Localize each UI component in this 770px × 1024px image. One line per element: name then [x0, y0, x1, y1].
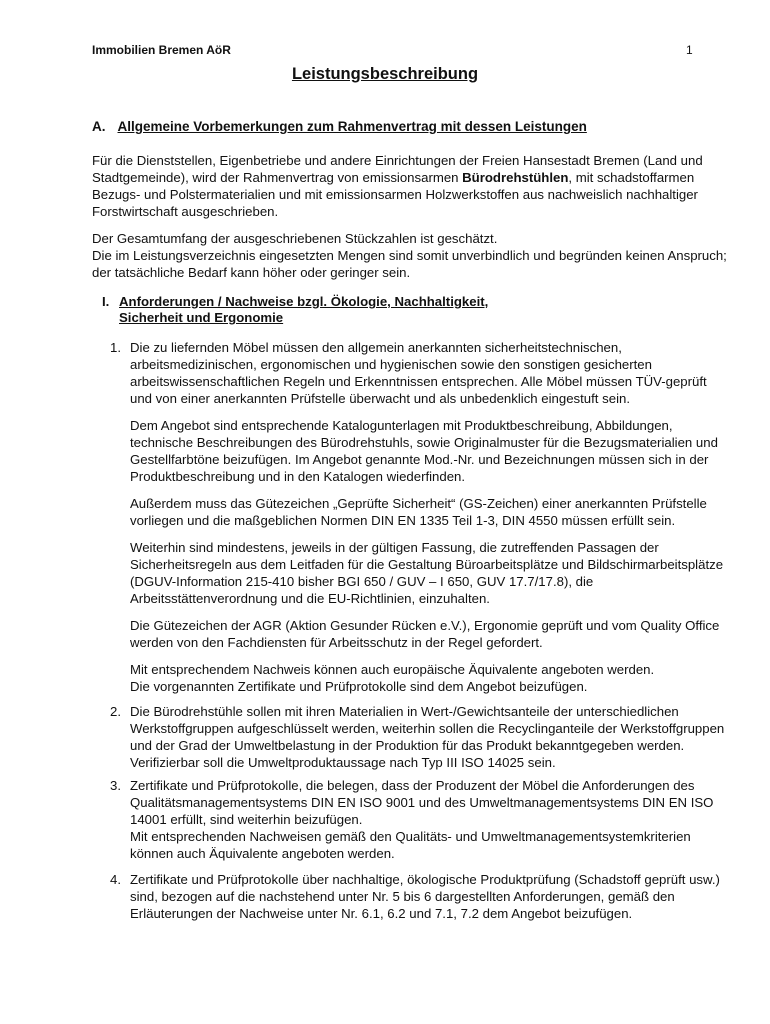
item-paragraph: Mit entsprechenden Nachweisen gemäß den Qualitäts- und Umweltmanagementsystemkriterien können auch Äquivalente angeboten werden. [130, 829, 691, 861]
item-paragraph: Die vorgenannten Zertifikate und Prüfprotokolle sind dem Angebot beizufügen. [130, 679, 588, 694]
section-i-title-line2: Sicherheit und Ergonomie [119, 310, 284, 325]
list-item-number: 4. [110, 872, 121, 887]
item-paragraph: Dem Angebot sind entsprechende Katalogunterlagen mit Produktbeschreibung, Abbildungen, technische Beschreibungen des Bürodrehstuhls, sowie Originalmuster für die Bezugsmaterialien und Gestellfarbtöne beizufügen. Im Angebot genannte Mod.-Nr. und Bezeichnungen müssen sich in der Produktbeschreibung und in den Katalogen wiederfinden. [130, 418, 718, 484]
item-paragraph: Zertifikate und Prüfprotokolle, die belegen, dass der Produzent der Möbel die Anforderungen des Qualitätsmanagementsystems DIN EN ISO 9001 und des Umweltmanagementsystems DIN EN ISO 14001 erfüllt, sind weiterhin beizufügen. [130, 778, 714, 827]
section-i-label: I. [102, 294, 110, 309]
item-paragraph: Die zu liefernden Möbel müssen den allgemein anerkannten sicherheitstechnischen, arbeitsmedizinischen, ergonomischen und hygienischen sowie den sonstigen gesicherten arbeitswissenschaftlichen Regeln und Erkenntnissen entsprechen. Alle Möbel müssen TÜV-geprüft und von einer anerkannten Prüfstelle überwacht und als unbedenklich eingestuft sein. [130, 340, 707, 406]
item-paragraph: Außerdem muss das Gütezeichen „Geprüfte Sicherheit“ (GS-Zeichen) einer anerkannten Prüfstelle vorliegen und die maßgeblichen Normen DIN EN 1335 Teil 1-3, DIN 4550 müssen erfüllt sein. [130, 496, 707, 528]
list-item [110, 871, 730, 932]
list-item [110, 339, 730, 705]
intro-text-1a: Für die Dienststellen, Eigenbetriebe und andere Einrichtungen der Freien Hansestadt Bremen (Land und Stadtgemeinde), wird der Rahmenvertrag von emissionsarmen [92, 153, 703, 185]
list-item-number: 1. [110, 340, 121, 355]
page-title: Leistungsbeschreibung [291, 65, 479, 83]
item-paragraph: Die Bürodrehstühle sollen mit ihren Materialien in Wert-/Gewichtsanteile der unterschiedlichen Werkstoffgruppen aufgeschlüsselt werden, weiterhin sollen die Recyclinganteile der Werkstoffgruppen und der Grad der Umweltbelastung in der Produktion für das Produkt bekanntgegeben werden. Verifizierbar soll die Umweltproduktaussage nach Typ III ISO 14025 sein. [130, 704, 725, 770]
list-item-number: 2. [110, 704, 121, 719]
section-a-title: Allgemeine Vorbemerkungen zum Rahmenvertrag mit dessen Leistungen [117, 119, 587, 134]
item-paragraph: Mit entsprechendem Nachweis können auch europäische Äquivalente angeboten werden. [130, 662, 655, 677]
item-paragraph: Weiterhin sind mindestens, jeweils in der gültigen Fassung, die zutreffenden Passagen der Sicherheitsregeln aus dem Leitfaden für die Gestaltung Büroarbeitsplätze und Bildschirmarbeitsplätze (DGUV-Information 215-410 bisher BGI 650 / GUV – I 650, GUV 17.7/17.8), die Arbeitsstättenverordnung und die EU-Richtlinien, einzuhalten. [130, 540, 724, 606]
section-a-heading [92, 119, 587, 134]
page-number: 1 [686, 43, 693, 57]
intro-text-2a: Der Gesamtumfang der ausgeschriebenen Stückzahlen ist geschätzt. [92, 231, 498, 246]
intro-paragraph-1 [92, 152, 732, 220]
item-paragraph: Zertifikate und Prüfprotokolle über nachhaltige, ökologische Produktprüfung (Schadstoff geprüft usw.) sind, bezogen auf die nachstehend unter Nr. 5 bis 6 dargestellten Anforderungen, gemäß den Erläuterungen der Nachweise unter Nr. 6.1, 6.2 und 7.1, 7.2 dem Angebot beizufügen. [130, 872, 720, 921]
intro-bold-term: Bürodrehstühlen [462, 170, 569, 185]
section-i-title [119, 294, 619, 326]
section-a-label: A. [92, 119, 106, 134]
intro-paragraph-2 [92, 230, 732, 281]
intro-text-1b: , mit schadstoffarmen Bezugs- und Polstermaterialien und mit emissionsarmen Holzwerkstoffen aus nachweislich nachhaltiger Forstwirtschaft ausgeschrieben. [92, 170, 698, 219]
header-organization: Immobilien Bremen AöR [92, 43, 231, 57]
intro-text-2b: Die im Leistungsverzeichnis eingesetzten Mengen sind somit unverbindlich und begründen keinen Anspruch; der tatsächliche Bedarf kann höher oder geringer sein. [92, 248, 727, 280]
section-i-title-line1: Anforderungen / Nachweise bzgl. Ökologie, Nachhaltigkeit, [119, 294, 489, 309]
list-item [110, 703, 730, 781]
list-item-number: 3. [110, 778, 121, 793]
item-paragraph: Die Gütezeichen der AGR (Aktion Gesunder Rücken e.V.), Ergonomie geprüft und vom Quality Office werden von den Fachdiensten für Arbeitsschutz in der Regel gefordert. [130, 618, 720, 650]
list-item [110, 777, 730, 872]
